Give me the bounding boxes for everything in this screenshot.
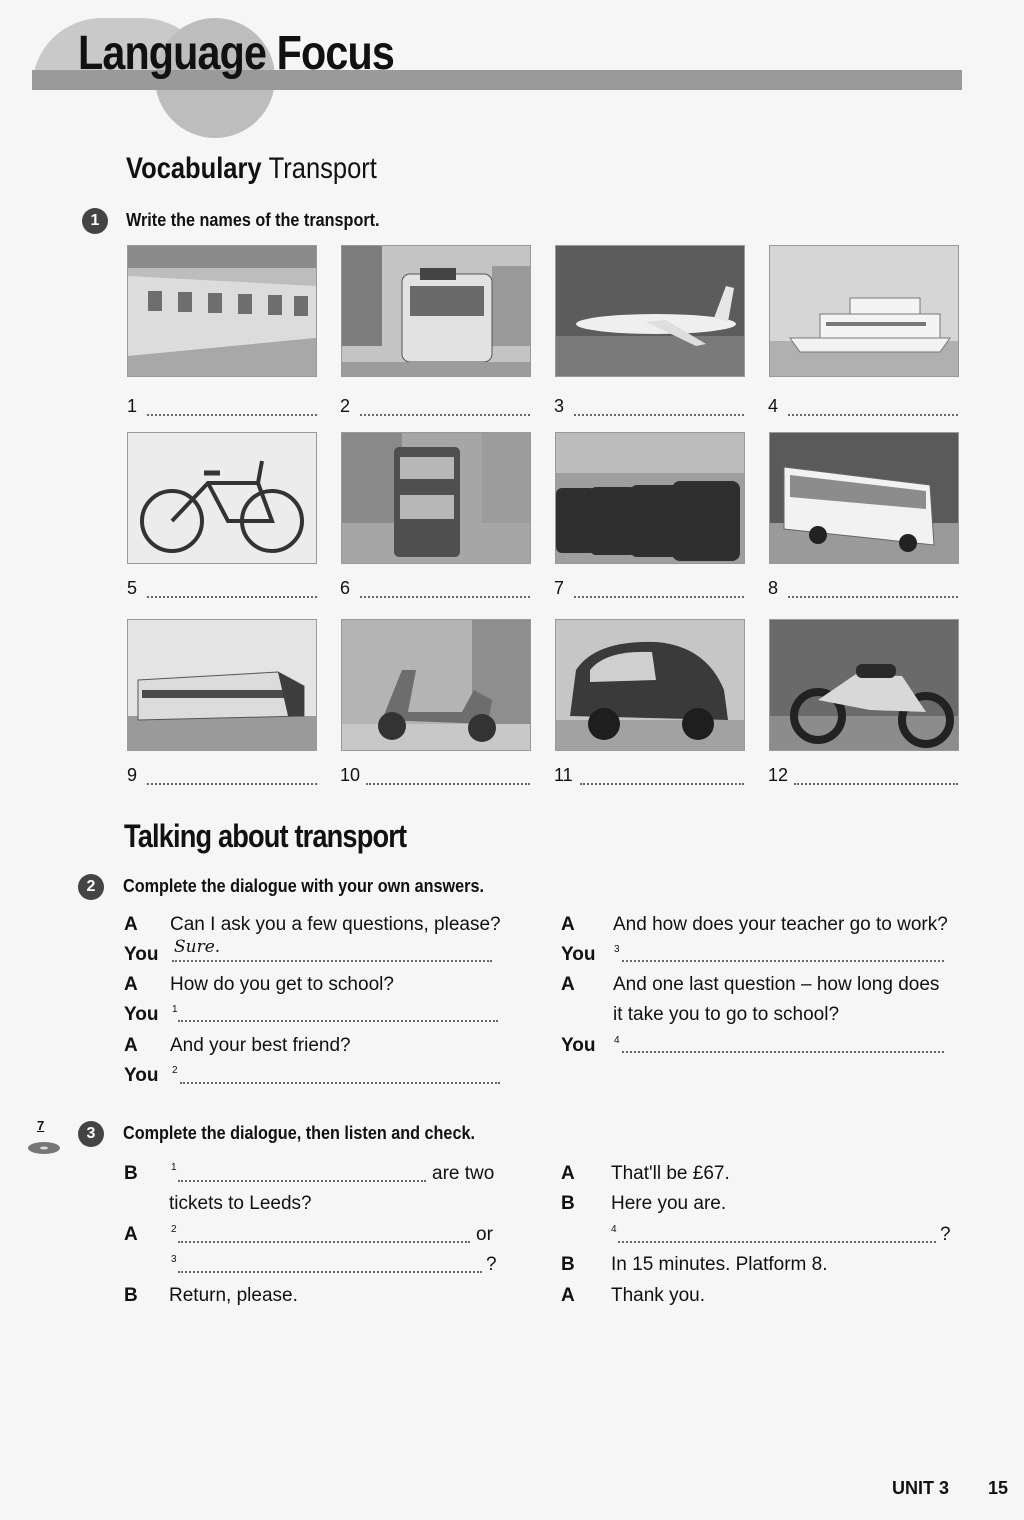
bicycle-image	[127, 432, 317, 564]
answer-line-ex3-2[interactable]	[178, 1223, 470, 1243]
speaker-a: A	[124, 974, 138, 995]
dialogue-line: Return, please.	[169, 1285, 298, 1306]
speaker-a: A	[561, 914, 575, 935]
speaker-a: A	[124, 1035, 138, 1056]
answer-slot-9[interactable]	[127, 765, 317, 789]
answer-index: 2	[172, 1065, 178, 1076]
answer-index: 3	[614, 944, 620, 955]
speaker-you: You	[561, 1035, 596, 1056]
exercise-2-number: 2	[78, 874, 104, 900]
page-number: 15	[988, 1478, 1009, 1498]
answer-slot-7[interactable]	[554, 578, 744, 602]
taxi-image	[555, 432, 745, 564]
speaker-you: You	[124, 1065, 159, 1086]
vocabulary-heading	[126, 152, 377, 186]
audio-track-number: 7	[37, 1118, 45, 1133]
exercise-1-number: 1	[82, 208, 108, 234]
exercise-3-instruction: Complete the dialogue, then listen and check.	[123, 1123, 475, 1143]
answer-line-ex3-4[interactable]	[618, 1223, 936, 1243]
answer-number: 12	[768, 765, 789, 785]
speaker-you: You	[124, 1004, 159, 1025]
scooter-image	[341, 619, 531, 751]
answer-slot-6[interactable]	[340, 578, 530, 602]
answer-number: 5	[127, 578, 138, 598]
answer-number: 10	[340, 765, 361, 785]
speaker-you: You	[124, 944, 159, 965]
answer-line-ex3-1[interactable]	[178, 1162, 426, 1182]
speaker-a: A	[124, 914, 138, 935]
answer-slot-2[interactable]	[340, 396, 530, 420]
double-decker-bus-image	[341, 432, 531, 564]
dialogue-line: And one last question – how long does	[613, 974, 940, 995]
answer-number: 8	[768, 578, 779, 598]
answer-line-3[interactable]	[622, 942, 944, 962]
answer-number: 2	[340, 396, 351, 416]
vocabulary-heading-text: Vocabulary	[126, 152, 262, 185]
train-image	[127, 619, 317, 751]
car-image	[555, 619, 745, 751]
dialogue-line: That'll be £67.	[611, 1163, 730, 1184]
dialogue-line: ?	[940, 1224, 951, 1245]
underground-train-image	[127, 245, 317, 377]
tram-image	[341, 245, 531, 377]
exercise-3-number: 3	[78, 1121, 104, 1147]
answer-line-1[interactable]	[178, 1002, 498, 1022]
dialogue-line: Can I ask you a few questions, please?	[170, 914, 501, 935]
answer-index: 3	[171, 1254, 177, 1265]
answer-slot-11[interactable]	[554, 765, 744, 789]
speaker-b: B	[561, 1254, 575, 1275]
plane-image	[555, 245, 745, 377]
exercise-1-instruction: Write the names of the transport.	[126, 210, 380, 230]
answer-slot-1[interactable]	[127, 396, 317, 420]
dialogue-line: are two	[432, 1163, 495, 1184]
answer-slot-3[interactable]	[554, 396, 744, 420]
dialogue-line: Here you are.	[611, 1193, 727, 1214]
talking-heading: Talking about transport	[124, 818, 407, 854]
speaker-you: You	[561, 944, 596, 965]
dialogue-line: And your best friend?	[170, 1035, 351, 1056]
speaker-a: A	[561, 974, 575, 995]
answer-slot-5[interactable]	[127, 578, 317, 602]
answer-line-4[interactable]	[622, 1033, 944, 1053]
answer-number: 1	[127, 396, 138, 416]
answer-slot-8[interactable]	[768, 578, 958, 602]
speaker-b: B	[561, 1193, 575, 1214]
dialogue-line: Thank you.	[611, 1285, 705, 1306]
handwritten-answer: Sure.	[174, 937, 221, 957]
answer-slot-10[interactable]	[340, 765, 530, 789]
exercise-2-instruction: Complete the dialogue with your own answers.	[123, 876, 484, 896]
coach-image	[769, 432, 959, 564]
speaker-a: A	[561, 1285, 575, 1306]
speaker-a: A	[124, 1224, 138, 1245]
answer-index: 1	[172, 1004, 178, 1015]
answer-slot-12[interactable]	[768, 765, 958, 789]
answer-number: 9	[127, 765, 138, 785]
dialogue-line: tickets to Leeds?	[169, 1193, 312, 1214]
answer-number: 3	[554, 396, 565, 416]
answer-line	[172, 942, 492, 962]
answer-index: 4	[611, 1224, 617, 1235]
answer-index: 1	[171, 1162, 177, 1173]
dialogue-line: And how does your teacher go to work?	[613, 914, 948, 935]
dialogue-line: it take you to go to school?	[613, 1004, 840, 1025]
speaker-a: A	[561, 1163, 575, 1184]
answer-number: 6	[340, 578, 351, 598]
answer-slot-4[interactable]	[768, 396, 958, 420]
speaker-b: B	[124, 1163, 138, 1184]
unit-label: UNIT 3	[892, 1478, 950, 1498]
page-title: Language Focus	[78, 27, 394, 80]
dialogue-line: or	[476, 1224, 493, 1245]
ferry-image	[769, 245, 959, 377]
dialogue-line: In 15 minutes. Platform 8.	[611, 1254, 828, 1275]
motorbike-image	[769, 619, 959, 751]
answer-number: 4	[768, 396, 779, 416]
answer-number: 11	[554, 765, 573, 785]
answer-line-2[interactable]	[180, 1064, 500, 1084]
dialogue-line: ?	[486, 1254, 497, 1275]
answer-index: 2	[171, 1224, 177, 1235]
answer-number: 7	[554, 578, 565, 598]
answer-index: 4	[614, 1035, 620, 1046]
speaker-b: B	[124, 1285, 138, 1306]
dialogue-line: How do you get to school?	[170, 974, 394, 995]
vocabulary-subheading: Transport	[268, 152, 377, 185]
audio-cd-icon	[26, 1122, 66, 1158]
answer-line-ex3-3[interactable]	[178, 1253, 482, 1273]
